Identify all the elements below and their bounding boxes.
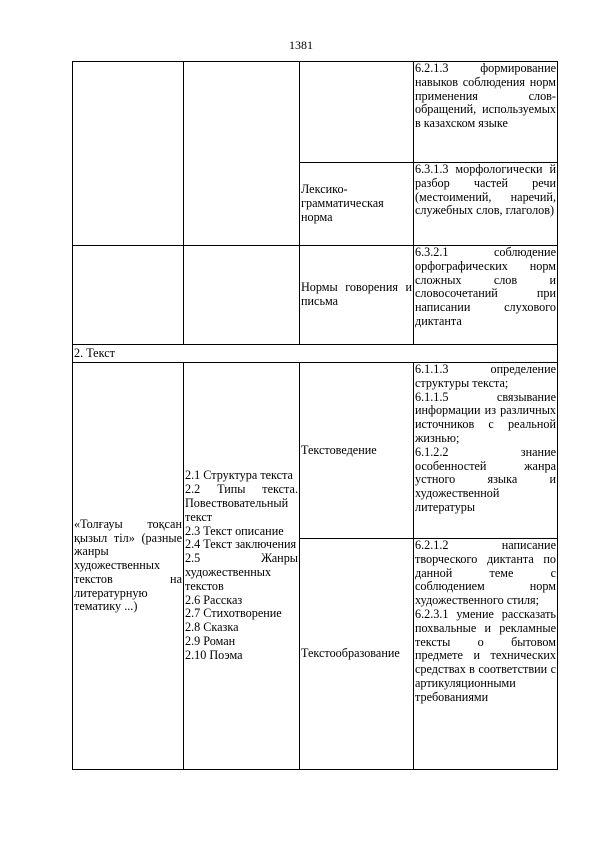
- topic-item: 2.9 Роман: [185, 633, 236, 648]
- cell-objective: [414, 62, 558, 163]
- topic-item: 2.8 Сказка: [185, 620, 239, 635]
- topic-item: 2.3 Текст описание: [185, 523, 284, 538]
- cell-topics: [184, 363, 300, 770]
- objective-text: 6.2.1.3 формирование навыков соблюдения норм применения слов-обращений, используемых в казахском языке: [415, 61, 556, 131]
- section-heading: 2. Текст: [73, 345, 558, 363]
- cell-objective: [414, 363, 558, 539]
- objective-text: 6.2.1.2 написание творческого диктанта по данной теме с соблюдением норм художественного стиля;: [415, 538, 556, 608]
- topic-item: 2.6 Рассказ: [185, 592, 243, 607]
- topic-item: 2.1 Структура текста: [185, 468, 293, 483]
- cell-topic-empty: [184, 246, 300, 345]
- cell-section: «Толғауы тоқсан қызыл тіл» (разные жанры художественных текстов на литературную тематику ...): [73, 363, 184, 770]
- cell-section-empty: [73, 62, 184, 246]
- table-row: [73, 62, 558, 163]
- cell-objective: [414, 163, 558, 246]
- section-heading-row: [73, 345, 558, 363]
- topic-item: 2.7 Стихотворение: [185, 606, 282, 621]
- cell-topic-empty: [184, 62, 300, 246]
- topic-item: 2.4 Текст заключения: [185, 537, 297, 552]
- cell-skill: Нормы говорения и письма: [300, 246, 414, 345]
- topic-item: 2.10 Поэма: [185, 647, 243, 662]
- cell-objective: [414, 539, 558, 770]
- cell-objective: [414, 246, 558, 345]
- objective-text: 6.2.3.1 умение рассказать похвальные и рекламные тексты о бытовом предмете и технических средствах в соответствии с артикуляционными требованиями: [415, 606, 556, 704]
- objective-text: 6.1.1.5 связывание информации из различных источников с реальной жизнью;: [415, 389, 556, 445]
- cell-skill: Текстоведение: [300, 363, 414, 539]
- cell-skill: Лексико-грамматическая норма: [300, 163, 414, 246]
- table-row: [73, 246, 558, 345]
- curriculum-table: [72, 61, 558, 770]
- objective-text: 6.1.1.3 определение структуры текста;: [415, 362, 556, 390]
- objective-text: 6.1.2.2 знание особенностей жанра устного языка и художественной литературы: [415, 444, 556, 514]
- objective-text: 6.3.1.3 морфологически й разбор частей речи (местоимений, наречий, служебных слов, глаголов): [415, 162, 556, 218]
- topic-item: 2.5 Жанры художественных текстов: [185, 551, 298, 593]
- topic-item: 2.2 Типы текста. Повествовательный текст: [185, 482, 298, 524]
- objective-text: 6.3.2.1 соблюдение орфографических норм сложных слов и словосочетаний при написании слухового диктанта: [415, 245, 556, 328]
- page-number: 1381: [289, 38, 313, 52]
- table-row: [73, 363, 558, 539]
- cell-skill: Текстообразование: [300, 539, 414, 770]
- cell-skill-empty: [300, 62, 414, 163]
- cell-section-empty: [73, 246, 184, 345]
